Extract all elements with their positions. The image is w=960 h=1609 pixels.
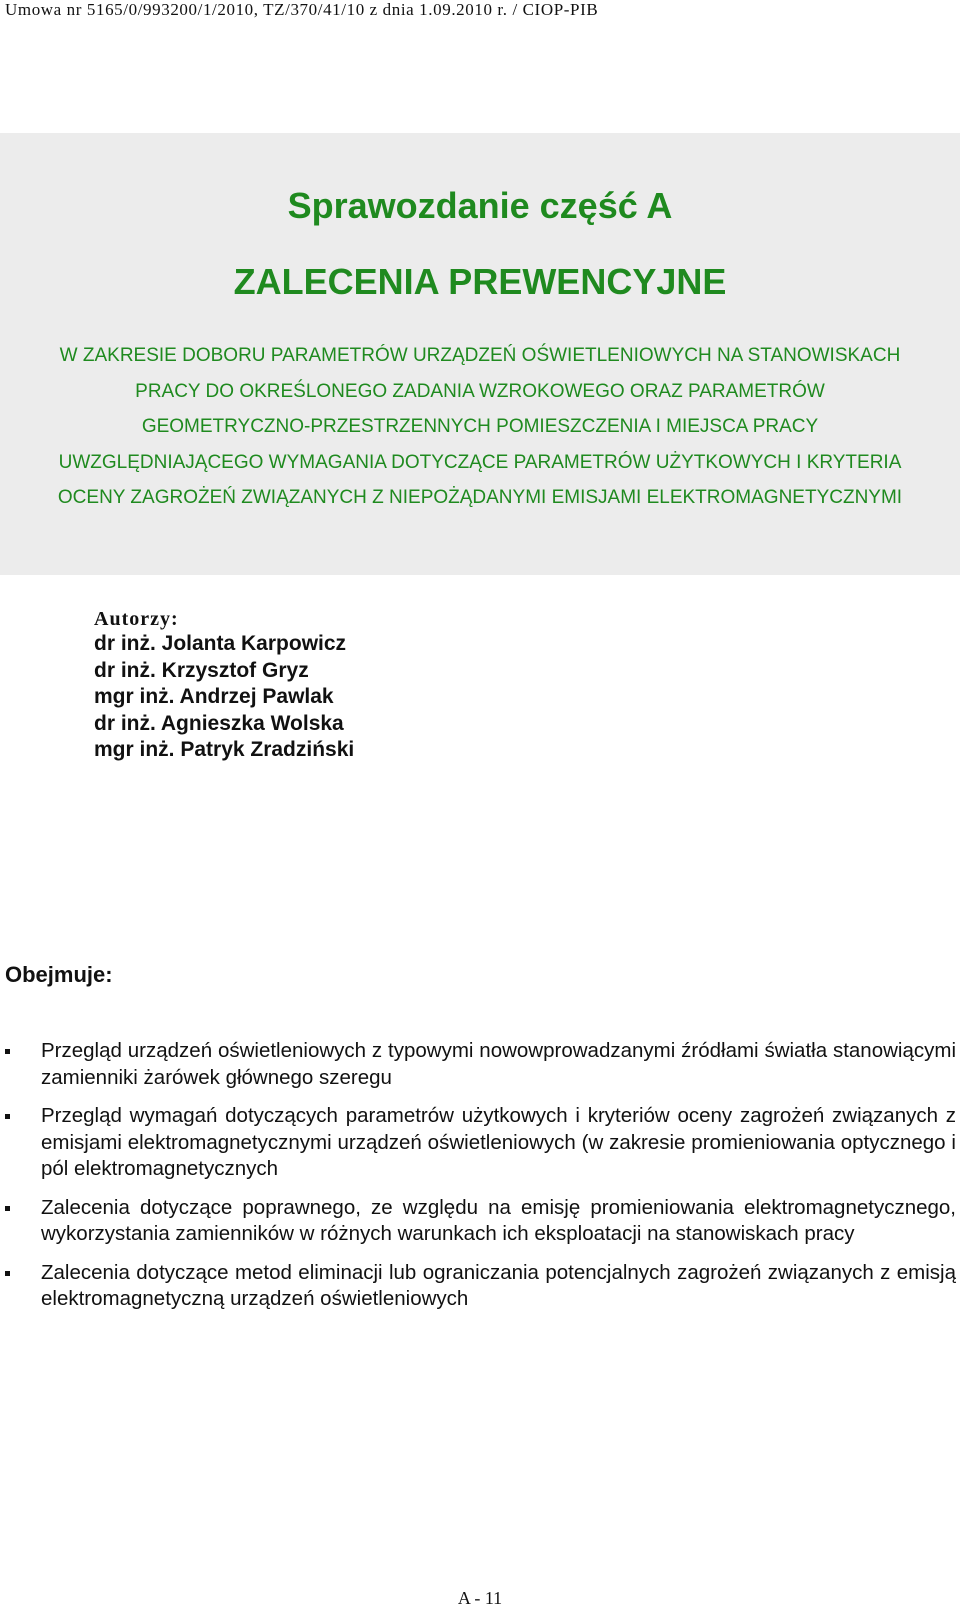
scope-line: UWZGLĘDNIAJĄCEGO WYMAGANIA DOTYCZĄCE PARAMETRÓW UŻYTKOWYCH I KRYTERIA: [58, 451, 902, 473]
scope-line: PRACY DO OKREŚLONEGO ZADANIA WZROKOWEGO ORAZ PARAMETRÓW: [135, 380, 825, 402]
author-name: mgr inż. Patryk Zradziński: [94, 738, 355, 761]
scope-line: W ZAKRESIE DOBORU PARAMETRÓW URZĄDZEŃ OŚWIETLENIOWYCH NA STANOWISKACH: [59, 345, 901, 366]
author-name: dr inż. Krzysztof Gryz: [94, 658, 309, 682]
list-item: [5, 1038, 956, 1091]
author-name: dr inż. Jolanta Karpowicz: [94, 632, 347, 655]
list-item-text: Zalecenia dotyczące metod eliminacji lub ograniczania potencjalnych zagrożeń związanych z emisją elektromagnetyczną urządzeń oświetleniowych: [41, 1260, 956, 1310]
report-title: Sprawozdanie część A: [287, 185, 673, 226]
list-item-text: Przegląd urządzeń oświetleniowych z typowymi nowowprowadzanymi źródłami światła stanowiącymi zamienniki żarówek głównego szeregu: [41, 1039, 956, 1089]
scope-description: [0, 338, 960, 516]
list-item-text: Zalecenia dotyczące poprawnego, ze względu na emisję promieniowania elektromagnetycznego, wykorzystania zamienników w różnych warunkach ich eksploatacji na stanowiskach pracy: [41, 1195, 956, 1245]
scope-line: GEOMETRYCZNO-PRZESTRZENNYCH POMIESZCZENIA I MIEJSCA PRACY: [141, 416, 819, 437]
author-name: mgr inż. Andrzej Pawlak: [94, 685, 334, 708]
square-bullet-icon: [5, 1271, 10, 1276]
authors-block: [94, 607, 354, 764]
square-bullet-icon: [5, 1049, 10, 1054]
square-bullet-icon: [5, 1206, 10, 1211]
author-name: dr inż. Agnieszka Wolska: [94, 711, 344, 735]
page-number: A - 11: [457, 1588, 503, 1608]
list-item: [5, 1195, 956, 1248]
contents-list: [5, 1038, 956, 1325]
square-bullet-icon: [5, 1114, 10, 1119]
scope-line: OCENY ZAGROŻEŃ ZWIĄZANYCH Z NIEPOŻĄDANYMI EMISJAMI ELEKTROMAGNETYCZNYMI: [57, 487, 903, 508]
report-subtitle: ZALECENIA PREWENCYJNE: [233, 261, 727, 302]
contents-heading: Obejmuje:: [5, 962, 113, 987]
list-item-text: Przegląd wymagań dotyczących parametrów użytkowych i kryteriów oceny zagrożeń związanych z emisjami elektromagnetycznymi urządzeń oświetleniowych (w zakresie promieniowania optycznego i pól elektromagnetycznych: [41, 1104, 956, 1180]
title-box: [0, 133, 960, 575]
list-item: [5, 1260, 956, 1313]
running-header: Umowa nr 5165/0/993200/1/2010, TZ/370/41/10 z dnia 1.09.2010 r. / CIOP-PIB: [5, 0, 599, 19]
authors-label: Autorzy:: [94, 608, 179, 630]
list-item: [5, 1103, 956, 1183]
